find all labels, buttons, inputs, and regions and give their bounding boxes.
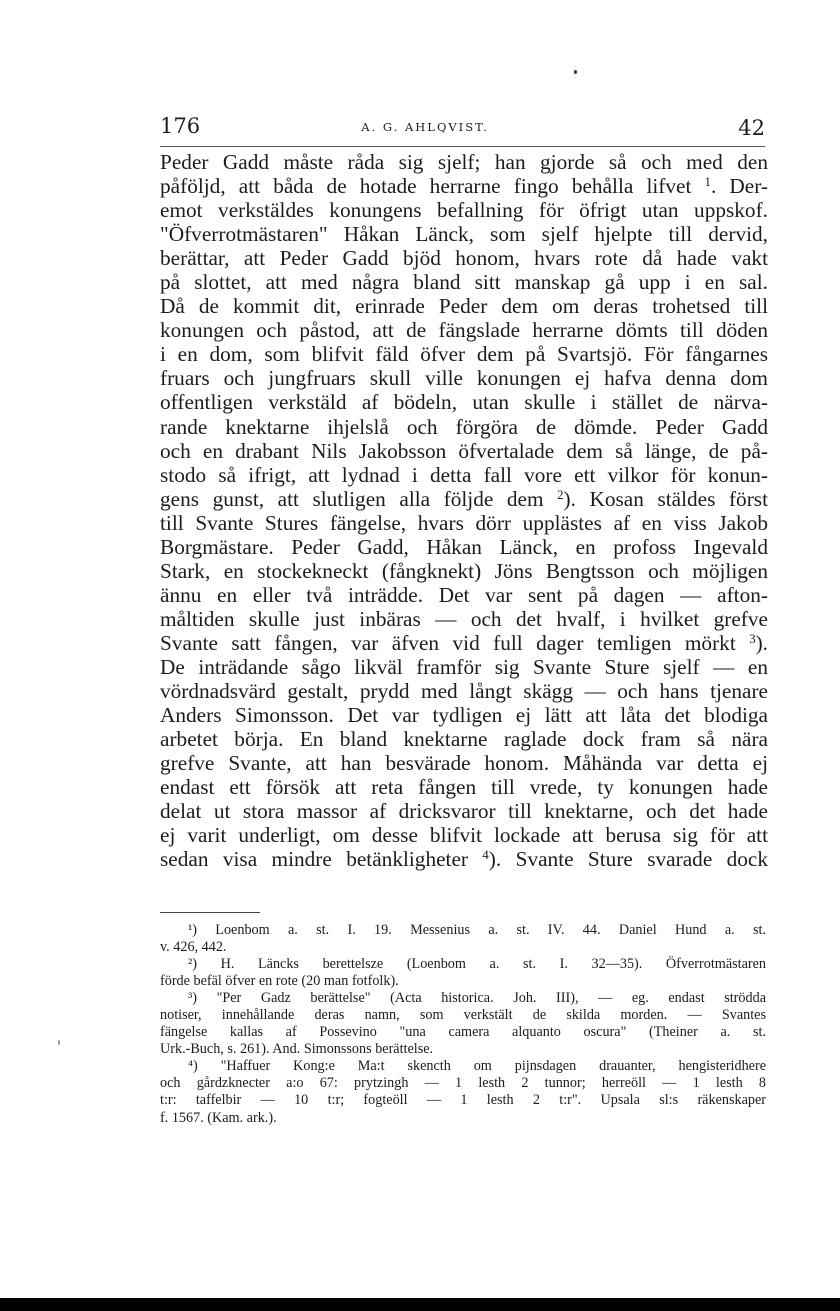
text-line: i en dom, som blifvit fäld öfver dem på Svartsjö. För fångarnes xyxy=(160,342,768,367)
footnote-marker[interactable]: 3 xyxy=(749,631,756,646)
footnote-line: Urk.-Buch, s. 261). And. Simonssons berättelse. xyxy=(160,1041,434,1058)
text-line: Stark, en stockekneckt (fångknekt) Jöns Bengtsson och möjligen xyxy=(160,558,768,583)
ink-speck xyxy=(574,70,577,74)
text-line: stodo så ifrigt, att lydnad i detta fall vore ett vilkor för konun- xyxy=(160,462,768,487)
text-line: måltiden skulle just inbäras — och det hvalf, i hvilket grefve xyxy=(160,606,768,631)
text-line: Peder Gadd måste råda sig sjelf; han gjorde så och med den xyxy=(160,150,768,174)
footnote-line: ²) H. Läncks berettelsze (Loenbom a. st. I. 32—35). Öfverrotmästaren xyxy=(188,956,766,973)
text-line: till Svante Stures fängelse, hvars dörr upplästes af en viss Jakob xyxy=(160,510,768,535)
footnote-line: förde befäl öfver en rote (20 man fotfolk). xyxy=(160,973,399,990)
text-line: påföljd, att båda de hotade herrarne fingo behålla lifvet $^1$. Der- xyxy=(160,174,768,199)
footnotes xyxy=(160,922,766,1127)
margin-speck xyxy=(58,1040,60,1045)
footnote-marker[interactable]: 1 xyxy=(704,175,711,190)
sheet-number: 42 xyxy=(738,116,765,140)
text-line: konungen och påstod, att de fängslade herrarne dömts till döden xyxy=(160,318,768,343)
footnote-marker[interactable]: 4 xyxy=(482,848,489,863)
text-line: Svante satt fången, var äfven vid full dager temligen mörkt $^3$). xyxy=(160,630,769,655)
footnote-line: fängelse kallas af Possevino "una camera alquanto oscura" (Theiner a. st. xyxy=(160,1024,766,1041)
text-line: vördnadsvärd gestalt, prydd med långt skägg — och hans tjenare xyxy=(160,679,768,704)
text-line: Då de kommit dit, erinrade Peder dem om deras trohetsed till xyxy=(160,294,768,319)
body-text xyxy=(160,150,768,871)
page-number: 176 xyxy=(160,114,201,138)
running-head: A. G. AHLQVIST. xyxy=(361,120,489,134)
footnote-line: och gårdzknecter a:o 67: prytzingh — 1 lesth 2 tunnor; herreöll — 1 lesth 8 xyxy=(160,1075,766,1092)
footnote-rule xyxy=(160,912,260,913)
text-line: ej varit underligt, om desse blifvit lockade att berusa sig för att xyxy=(160,823,768,848)
text-line: och en drabant Nils Jakobsson öfvertalade dem så länge, de på- xyxy=(160,438,768,463)
footnote-line: ⁴) "Haffuer Kong:e Ma:t skencth om pijnsdagen drauanter, hengisteridhere xyxy=(188,1058,766,1075)
scan-edge-bar xyxy=(0,1298,840,1311)
text-line: delat ut stora massor af dricksvaror till knektarne, och det hade xyxy=(160,799,768,824)
text-line: offentligen verkstäld af bödeln, utan skulle i stället de närva- xyxy=(160,390,768,415)
text-line: emot verkstäldes konungens befallning för öfrigt utan uppskof. xyxy=(160,198,768,223)
footnote-line: ¹) Loenbom a. st. I. 19. Messenius a. st. IV. 44. Daniel Hund a. st. xyxy=(188,922,766,938)
text-line: "Öfverrotmästaren" Håkan Länck, som sjelf hjelpte till dervid, xyxy=(160,222,768,247)
footnote-line: f. 1567. (Kam. ark.). xyxy=(160,1109,277,1126)
footnote-line: notiser, innehållande deras namn, som verkstält de skilda morden. — Svantes xyxy=(160,1007,766,1024)
text-line: Anders Simonsson. Det var tydligen ej lätt att låta det blodiga xyxy=(160,703,768,728)
text-line: De inträdande sågo likväl framför sig Svante Sture sjelf — en xyxy=(160,654,768,679)
text-line: Borgmästare. Peder Gadd, Håkan Länck, en profoss Ingevald xyxy=(160,534,768,559)
text-line: arbetet börja. En bland knektarne raglade dock fram så nära xyxy=(160,727,768,752)
text-line: grefve Svante, att han besvärade honom. Måhända var detta ej xyxy=(160,751,768,776)
text-line: fruars och jungfruars skull ville konungen ej hafva denna dom xyxy=(160,366,768,391)
text-line: rande knektarne ihjelslå och förgöra de dömde. Peder Gadd xyxy=(160,414,768,439)
text-line: ännu en eller två inträdde. Det var sent på dagen — afton- xyxy=(160,582,768,607)
footnote-line: t:r: taffelbir — 10 t:r; fogteöll — 1 lesth 2 t:r". Upsala sl:s räkenskaper xyxy=(160,1092,766,1109)
footnote-marker[interactable]: 2 xyxy=(557,487,564,502)
text-line: endast ett försök att reta fången till vrede, ty konungen hade xyxy=(160,775,768,800)
footnote-line: ³) "Per Gadz berättelse" (Acta historica. Joh. III), — eg. endast strödda xyxy=(188,990,766,1007)
text-line: berättar, att Peder Gadd bjöd honom, hvars rote då hade vakt xyxy=(160,246,768,271)
header-rule xyxy=(160,146,765,147)
footnote-line: v. 426, 442. xyxy=(160,939,227,956)
text-line: gens gunst, att slutligen alla följde dem $^2$). Kosan stäldes först xyxy=(160,486,768,511)
text-line: sedan visa mindre betänkligheter $^4$). Svante Sture svarade dock xyxy=(160,847,769,872)
text-line: på slottet, att med några bland sitt manskap gå upp i en sal. xyxy=(160,270,768,295)
